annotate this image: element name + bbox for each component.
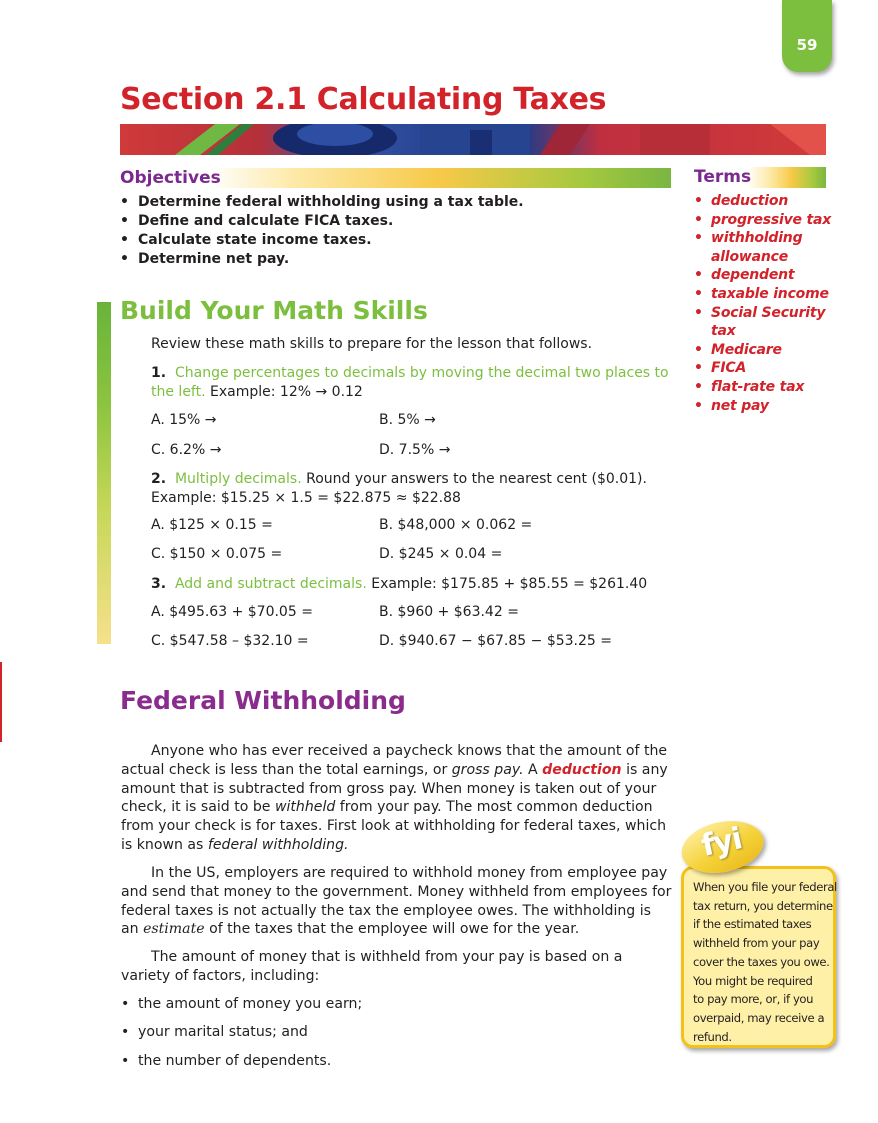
term-item: • dependent [694,266,834,285]
objective-item: • Determine net pay. [120,250,524,269]
federal-withholding-title: Federal Withholding [120,686,406,715]
objective-item: • Calculate state income taxes. [120,231,524,250]
term-item: • FICA [694,359,834,378]
problem-2d: D. $245 × 0.04 = [379,546,503,562]
text-run: A [523,761,543,778]
factor-item: • the amount of money you earn; [121,995,362,1014]
objectives-heading-bar [120,168,671,188]
term-item: • net pay [694,397,834,416]
skill-example: Example: $175.85 + $85.55 = $261.40 [371,576,648,592]
page-number-tab [782,0,832,72]
estimate-italic: estimate [143,921,205,938]
factors-list [121,995,362,1071]
fyi-box [681,866,836,1048]
skill-number: 1. [151,365,167,381]
problem-3d: D. $940.67 − $67.85 − $53.25 = [379,633,612,649]
fyi-line: You might be required [693,973,813,988]
skill-3 [151,575,671,594]
objectives-list [120,193,524,269]
objective-item: • Deﬁne and calculate FICA taxes. [120,212,524,231]
objective-item: • Determine federal withholding using a tax table. [120,193,524,212]
skills-intro: Review these math skills to prepare for the lesson that follows. [151,336,593,352]
text-run: In the US, employers are required to withhold money from employee pay and send that money to the government. Money withheld from employees for federal taxes is not actually the tax the employee owes. The withholding is an [121,865,672,938]
banner-image [120,124,826,155]
terms-heading: Terms [694,167,752,187]
terms-heading-bar [694,167,826,188]
term-item: • progressive tax [694,211,834,230]
text-run: of the taxes that the employee will owe for the year. [204,921,580,938]
problem-1c: C. 6.2% → [151,442,222,458]
problem-1b: B. 5% → [379,412,436,428]
section-title: Section 2.1 Calculating Taxes [120,82,607,117]
fyi-line: cover the taxes you owe. [693,954,830,969]
deduction-term: deduction [542,761,622,778]
fyi-line: When you ﬁle your federal [693,880,837,894]
federal-withholding-italic: federal withholding. [207,836,349,853]
text-run: is any amount that is subtracted from gross pay. When money is taken out of your check, it is said to be [121,761,668,816]
objectives-heading: Objectives [120,168,221,188]
problem-1a: A. 15% → [151,412,217,428]
text-run: from your pay. The most common deduction from your check is for taxes. First look at withholding for federal taxes, which is known as [121,799,667,853]
problem-3b: B. $960 + $63.42 = [379,604,519,620]
terms-list [694,192,834,415]
problem-1d: D. 7.5% → [379,442,451,458]
skill-example: Example: 12% → 0.12 [210,383,363,400]
skill-number: 2. [151,471,167,487]
fyi-line: if the estimated taxes [693,917,812,932]
skill-instruction: Change percentages to decimals by moving the decimal two places to the left. [151,365,669,400]
factor-item: • your marital status; and [121,1023,362,1042]
federal-paragraph-1 [121,742,672,855]
term-item: • ﬂat-rate tax [694,378,834,397]
skill-rest: Round your answers to the nearest cent ($0.01). [306,471,647,487]
fyi-line: withheld from your pay [693,936,820,951]
margin-mark [0,662,2,742]
problem-2a: A. $125 × 0.15 = [151,517,273,533]
fyi-line: refund. [693,1029,732,1044]
skills-side-bar [97,302,111,644]
problem-2b: B. $48,000 × 0.062 = [379,517,533,533]
term-item: • taxable income [694,285,834,304]
term-item: • Medicare [694,341,834,360]
banner-shapes [120,124,826,155]
problem-2c: C. $150 × 0.075 = [151,546,283,562]
fyi-line: to pay more, or, if you [693,992,814,1007]
federal-paragraph-3 [121,948,672,986]
skills-title: Build Your Math Skills [120,296,428,325]
text-run: The amount of money that is withheld from your pay is based on a variety of factors, including: [121,949,623,984]
fyi-line: overpaid, may receive a [693,1010,825,1025]
federal-paragraph-2 [121,864,672,939]
problem-3a: A. $495.63 + $70.05 = [151,604,313,620]
fyi-badge-label: fyi [698,821,745,864]
fyi-line: tax return, you determine [693,898,833,913]
gross-pay-italic: gross pay. [451,761,524,778]
term-item: • Social Security tax [694,304,834,341]
withheld-italic: withheld [274,799,336,816]
text-run: Anyone who has ever received a paycheck knows that the amount of the actual check is less than the total earnings, or [121,743,668,778]
page-number: 59 [796,36,818,54]
term-item: • deduction [694,192,834,211]
skill-2 [151,470,671,507]
problem-3c: C. $547.58 – $32.10 = [151,633,309,649]
skill-instruction: Multiply decimals. [174,471,302,487]
term-item: • withholding allowance [694,229,834,266]
skill-1 [151,364,671,401]
skill-instruction: Add and subtract decimals. [174,576,367,592]
skill-number: 3. [151,576,167,592]
factor-item: • the number of dependents. [121,1052,362,1071]
skill-example: Example: $15.25 × 1.5 = $22.875 ≈ $22.88 [151,489,461,506]
